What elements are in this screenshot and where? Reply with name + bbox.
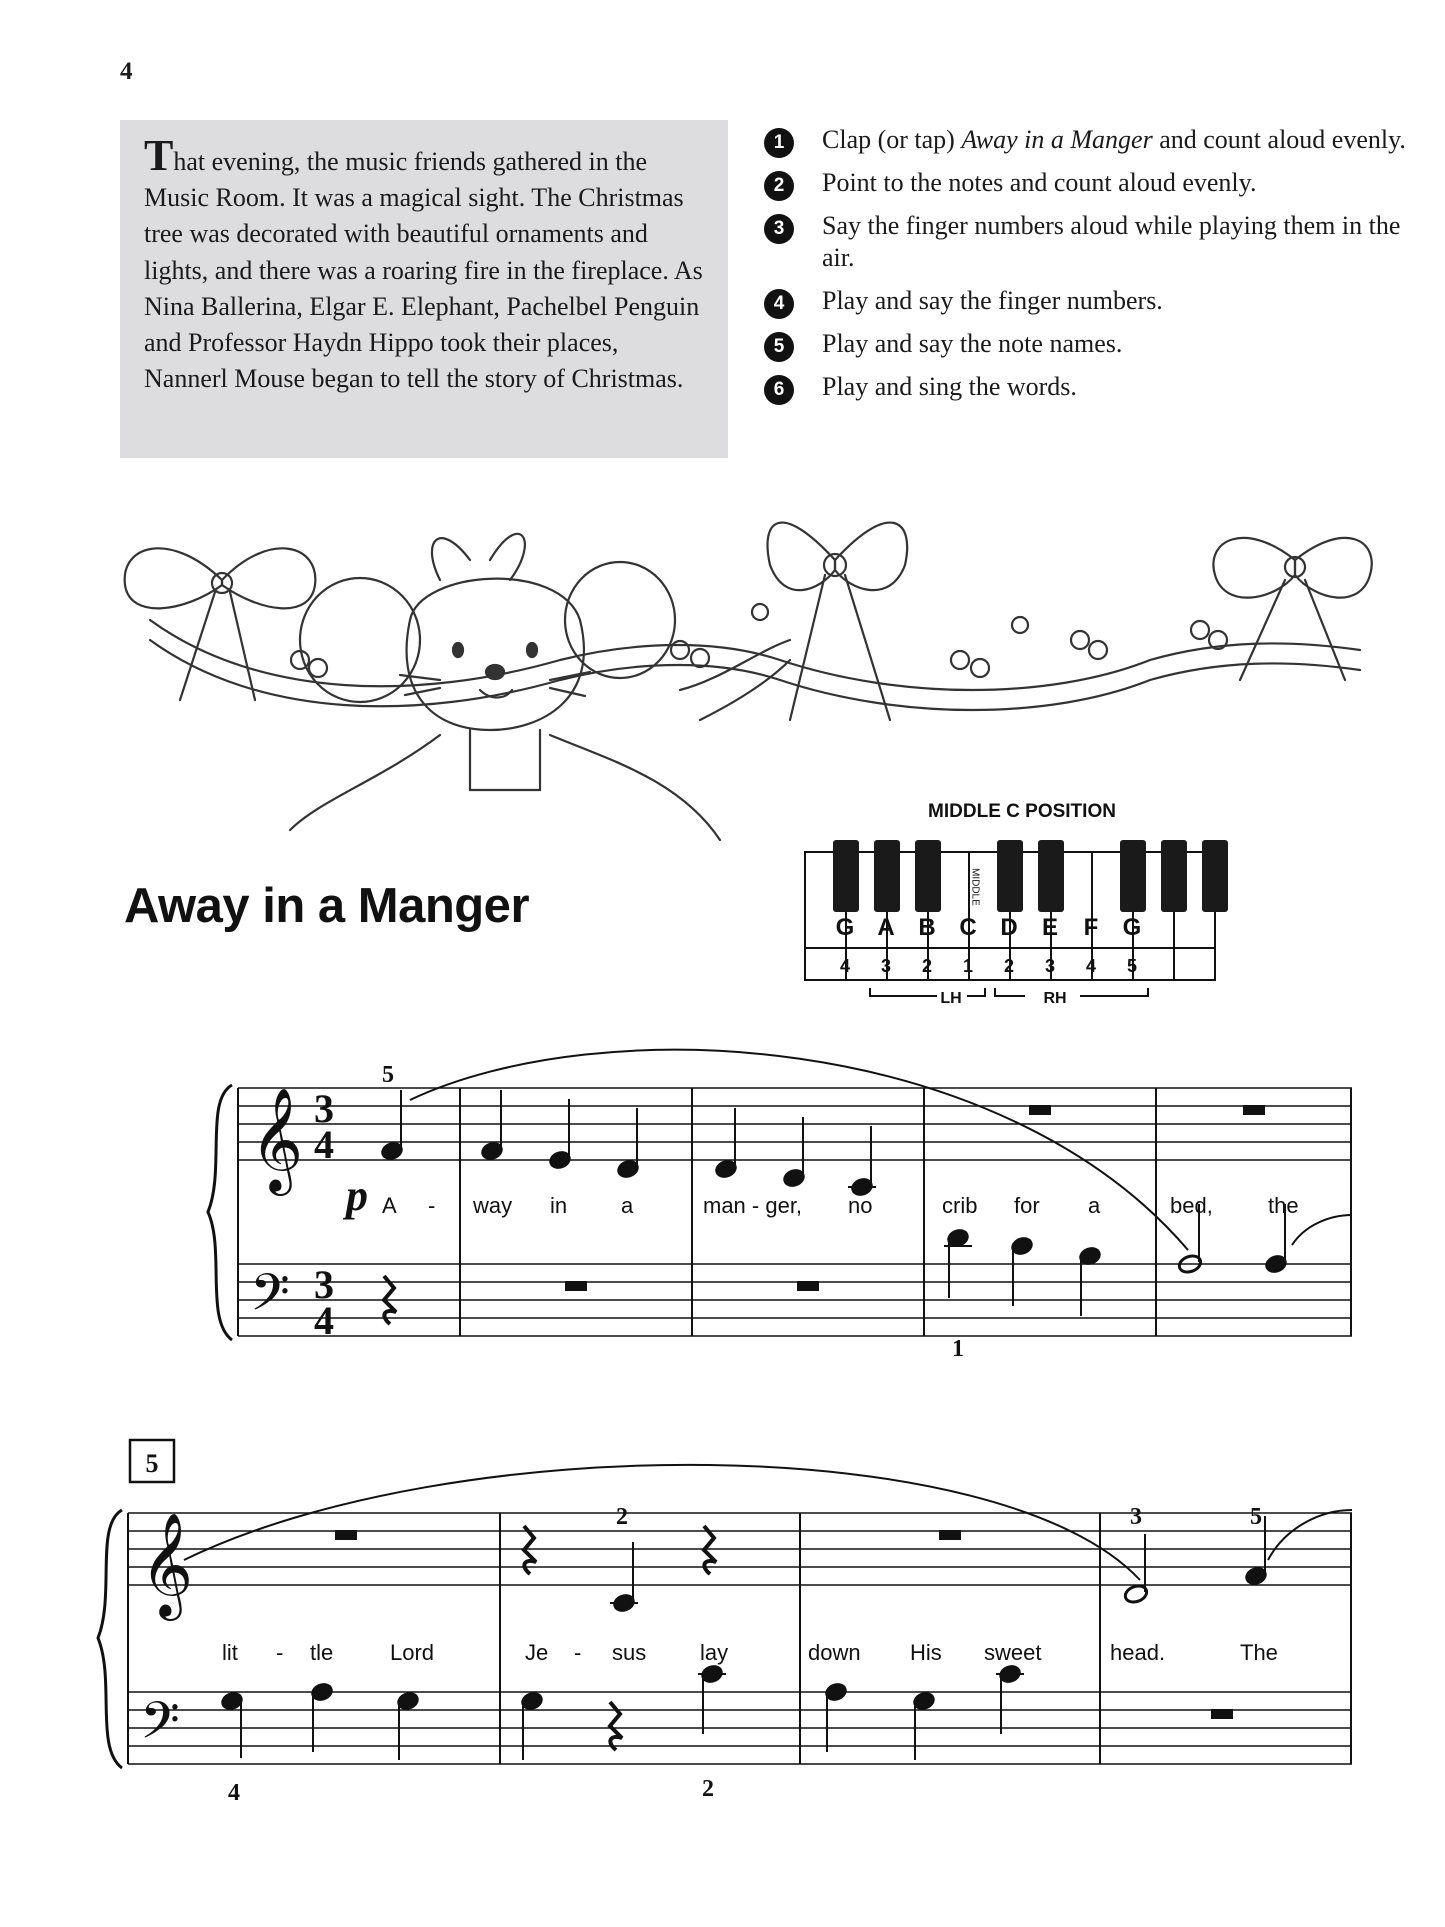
black-key bbox=[874, 840, 900, 912]
right-hand-label: RH bbox=[1043, 990, 1067, 1007]
time-sig-top: 3 bbox=[314, 1086, 334, 1131]
key-finger-label: 4 bbox=[1085, 956, 1097, 976]
step-song-title: Away in a Manger bbox=[961, 125, 1153, 154]
key-note-label: D bbox=[1000, 914, 1018, 941]
step-text: Clap (or tap) bbox=[822, 125, 962, 154]
bass-clef-icon: 𝄢 bbox=[140, 1690, 180, 1763]
finger-number: 5 bbox=[1250, 1504, 1262, 1530]
dynamic-marking: p bbox=[346, 1171, 368, 1220]
key-finger-label: 3 bbox=[1044, 956, 1056, 976]
garland-illustration bbox=[125, 523, 1372, 840]
lyric-syllable: a bbox=[621, 1193, 634, 1218]
lyric-syllable: in bbox=[550, 1193, 568, 1218]
phrase-slur bbox=[184, 1465, 1140, 1580]
key-finger-label: 1 bbox=[962, 956, 974, 976]
story-dropcap: T bbox=[144, 131, 174, 180]
finger-number: 3 bbox=[1130, 1504, 1142, 1530]
bow-icon bbox=[1213, 538, 1371, 680]
lyric-syllable: man - ger, bbox=[703, 1193, 803, 1218]
page-number: 4 bbox=[120, 58, 133, 85]
lyric-syllable: way bbox=[473, 1193, 513, 1218]
key-note-label: F bbox=[1083, 914, 1099, 941]
lyric-syllable: down bbox=[808, 1640, 861, 1665]
key-note-label: G bbox=[835, 914, 855, 941]
finger-number: 2 bbox=[702, 1776, 714, 1802]
step-text: Play and say the note names. bbox=[822, 329, 1123, 358]
keyboard-diagram bbox=[805, 801, 1228, 1007]
lyric-syllable: a bbox=[1088, 1193, 1101, 1218]
step-text-end: and count aloud evenly. bbox=[1152, 125, 1406, 154]
black-key bbox=[1202, 840, 1228, 912]
finger-number: 1 bbox=[952, 1336, 964, 1362]
black-key bbox=[1038, 840, 1064, 912]
score-system-1 bbox=[208, 1050, 1352, 1362]
story-text: hat evening, the music friends gathered in the Music Room. It was a magical sight. The Christmas tree was decorated with beautiful ornaments and lights, and there was a roaring fire in the fireplace. As Nina Ballerina, Elgar E. Elephant, Pachelbel Penguin and Professor Haydn Hippo took their places, Nannerl Mouse began to tell the story of Christmas. bbox=[144, 147, 703, 394]
lyric-syllable: sweet bbox=[984, 1640, 1042, 1665]
lyric-syllable: Lord bbox=[390, 1640, 435, 1665]
step-number-icon: 3 bbox=[764, 214, 794, 244]
measure-number: 5 bbox=[145, 1449, 159, 1478]
lyric-syllable: bed, bbox=[1170, 1193, 1213, 1218]
time-sig-top-bass: 3 bbox=[314, 1262, 334, 1307]
step-number-icon: 5 bbox=[764, 332, 794, 362]
phrase-slur-start bbox=[1292, 1215, 1352, 1245]
lyric-syllable: lit bbox=[222, 1640, 238, 1665]
black-key bbox=[1120, 840, 1146, 912]
step-text: Say the finger numbers aloud while playing them in the air. bbox=[822, 211, 1401, 272]
lyric-syllable: - bbox=[574, 1640, 582, 1665]
lyric-syllable: A bbox=[382, 1193, 397, 1218]
staff-lines bbox=[128, 1513, 1352, 1764]
grand-staff-brace bbox=[98, 1510, 122, 1768]
black-key bbox=[833, 840, 859, 912]
key-note-label: G bbox=[1122, 914, 1142, 941]
black-key bbox=[915, 840, 941, 912]
lyric-syllable: head. bbox=[1110, 1640, 1166, 1665]
lyric-syllable: for bbox=[1014, 1193, 1040, 1218]
treble-clef-icon: 𝄞 bbox=[140, 1512, 194, 1617]
key-finger-label: 3 bbox=[880, 956, 892, 976]
lyrics-line-2 bbox=[222, 1640, 1278, 1665]
step-text: Point to the notes and count aloud evenly. bbox=[822, 168, 1257, 197]
lyric-syllable: - bbox=[428, 1193, 436, 1218]
step-number-icon: 1 bbox=[764, 128, 794, 158]
phrase-slur-start bbox=[1268, 1510, 1352, 1560]
phrase-slur bbox=[410, 1050, 1188, 1250]
left-hand-label: LH bbox=[940, 990, 962, 1007]
lyric-syllable: - bbox=[276, 1640, 284, 1665]
bass-clef-icon: 𝄢 bbox=[250, 1262, 290, 1335]
key-finger-label: 2 bbox=[921, 956, 933, 976]
step-text: Play and say the finger numbers. bbox=[822, 286, 1163, 315]
black-key bbox=[1161, 840, 1187, 912]
finger-number: 2 bbox=[616, 1504, 628, 1530]
lyrics-line-1 bbox=[382, 1193, 1299, 1218]
lyric-syllable: The bbox=[1240, 1640, 1278, 1665]
keyboard-title: MIDDLE C POSITION bbox=[928, 801, 1116, 822]
lyric-syllable: no bbox=[848, 1193, 873, 1218]
grand-staff-brace bbox=[208, 1085, 232, 1340]
key-finger-label: 2 bbox=[1003, 956, 1015, 976]
lyric-syllable: sus bbox=[612, 1640, 647, 1665]
lyric-syllable: tle bbox=[310, 1640, 334, 1665]
key-note-label: C bbox=[959, 914, 977, 941]
time-sig-bottom-bass: 4 bbox=[314, 1298, 334, 1343]
key-finger-label: 5 bbox=[1126, 956, 1138, 976]
lyric-syllable: Je bbox=[525, 1640, 549, 1665]
holly-berries-icon bbox=[291, 604, 1227, 677]
finger-number: 4 bbox=[228, 1780, 240, 1806]
lyric-syllable: lay bbox=[700, 1640, 729, 1665]
step-number-icon: 4 bbox=[764, 289, 794, 319]
lyric-syllable: crib bbox=[942, 1193, 978, 1218]
hand-brackets bbox=[870, 988, 1148, 996]
barlines bbox=[128, 1513, 1351, 1764]
score-system-2 bbox=[98, 1465, 1352, 1806]
finger-number: 5 bbox=[382, 1062, 394, 1088]
song-title: Away in a Manger bbox=[124, 879, 530, 933]
step-number-icon: 2 bbox=[764, 171, 794, 201]
treble-clef-icon: 𝄞 bbox=[250, 1087, 304, 1192]
key-note-label: B bbox=[918, 914, 936, 941]
middle-c-label: MIDDLE bbox=[969, 868, 981, 906]
bow-icon bbox=[768, 523, 908, 720]
step-text: Play and sing the words. bbox=[822, 372, 1077, 401]
step-number-icon: 6 bbox=[764, 375, 794, 405]
lyric-syllable: His bbox=[910, 1640, 942, 1665]
key-finger-label: 4 bbox=[839, 956, 851, 976]
lyric-syllable: the bbox=[1268, 1193, 1299, 1218]
time-sig-bottom: 4 bbox=[314, 1122, 334, 1167]
key-note-label: A bbox=[877, 914, 895, 941]
black-key bbox=[997, 840, 1023, 912]
key-note-label: E bbox=[1041, 914, 1059, 941]
